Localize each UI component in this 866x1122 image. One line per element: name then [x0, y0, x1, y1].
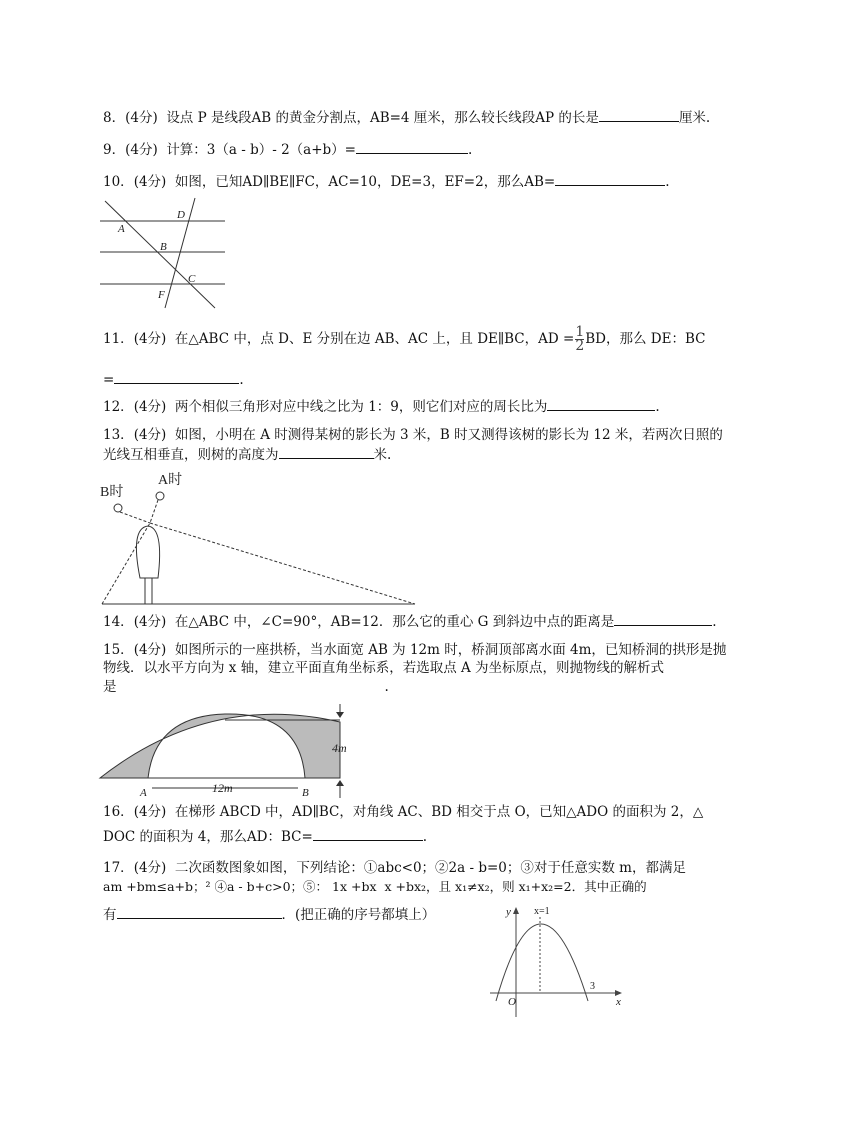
q-text-2: 光线互相垂直，则树的高度为: [103, 447, 279, 463]
question-17-line3: [103, 904, 435, 924]
q-score: (4分): [133, 860, 167, 876]
label-f: F: [158, 289, 165, 301]
q-num: 9．: [103, 142, 126, 158]
q-text: 如图所示的一座拱桥，当水面宽 AB 为 12m 时，桥洞顶部离水面 4m，已知桥洞的拱形是抛: [174, 642, 727, 658]
q-score: (4分): [133, 399, 167, 415]
q-suffix: 厘米.: [678, 110, 711, 126]
answer-blank[interactable]: [547, 396, 655, 411]
q-num: 11．: [103, 331, 134, 347]
q-num: 15．: [103, 642, 134, 658]
label-root-3: 3: [590, 981, 595, 992]
question-15-line3: [103, 678, 389, 696]
label-c: C: [188, 273, 196, 285]
q-suffix: .: [239, 372, 244, 388]
label-a: A: [140, 787, 147, 799]
question-17-line2: [103, 878, 647, 896]
fraction: [575, 326, 584, 353]
q-score: (4分): [125, 142, 158, 158]
q-text-2: BD，那么 DE：BC: [585, 331, 706, 347]
question-11: [103, 326, 705, 353]
figure-parabola-graph: [488, 905, 628, 1020]
q-suffix: .: [712, 614, 717, 630]
q-text: 二次函数图象如图，下列结论：①abc<0；②2a - b=0；③对于任意实数 m，都满足: [174, 860, 686, 876]
question-15: [103, 641, 726, 659]
question-16: [103, 803, 703, 821]
q-text: 如图，已知AD∥BE∥FC，AC=10，DE=3，EF=2，那么AB=: [174, 174, 556, 190]
label-origin: O: [508, 996, 516, 1008]
q-score: (4分): [133, 174, 167, 190]
answer-blank[interactable]: [117, 904, 282, 919]
sun-icon: [156, 492, 164, 500]
q-num: 17．: [103, 860, 134, 876]
q-text-3: 有: [103, 907, 117, 923]
figure-arch-bridge: [100, 702, 360, 802]
question-12: [103, 396, 660, 416]
q-suffix: ．(把正确的序号都填上）: [281, 907, 436, 923]
q-text-2: 物线．以水平方向为 x 轴，建立平面直角坐标系，若选取点 A 为坐标原点，则抛物线的解析式: [103, 660, 665, 676]
q-eq: =: [103, 372, 115, 388]
q-suffix: .: [384, 679, 389, 695]
q-suffix: 米.: [373, 447, 392, 463]
q-num: 10．: [103, 174, 134, 190]
question-13: [103, 426, 723, 444]
answer-blank[interactable]: [356, 139, 468, 154]
answer-blank[interactable]: [555, 171, 665, 186]
answer-blank[interactable]: [614, 611, 712, 626]
label-a-time: A时: [158, 473, 183, 488]
q-num: 12．: [103, 399, 134, 415]
sun-icon: [114, 504, 122, 512]
question-13-line2: [103, 444, 391, 464]
label-b-time: B时: [100, 485, 124, 500]
figure-parallel-lines: [100, 196, 230, 311]
q-text: 如图，小明在 A 时测得某树的影长为 3 米，B 时又测得该树的影长为 12 米，若两次日照的: [174, 427, 723, 443]
q-text-2: DOC 的面积为 4，那么AD：BC=: [103, 829, 313, 845]
q-text: 设点 P 是线段AB 的黄金分割点，AB=4 厘米，那么较长线段AP 的长是: [166, 110, 599, 126]
q-score: (4分): [125, 110, 158, 126]
answer-blank[interactable]: [279, 444, 374, 459]
label-width: 12m: [212, 781, 233, 795]
question-8: [103, 107, 710, 127]
question-16-line2: [103, 826, 427, 846]
q-text: 在△ABC 中，点 D、E 分别在边 AB、AC 上，且 DE∥BC，AD =: [174, 331, 575, 347]
question-14: [103, 611, 717, 631]
figure-tree-shadow: [100, 468, 420, 608]
label-b: B: [160, 241, 167, 253]
question-10: [103, 171, 669, 191]
q-suffix: .: [665, 174, 670, 190]
label-y: y: [506, 906, 511, 918]
q-score: (4分): [133, 427, 167, 443]
label-axis-of-symmetry: x=1: [534, 906, 550, 917]
frac-den: 2: [575, 338, 585, 354]
q-score: (4分): [133, 642, 167, 658]
label-a: A: [118, 223, 125, 235]
q-text-2c: x +bx₂，且 x₁≠x₂，则 x₁+x₂=2．其中正确的: [384, 879, 647, 894]
answer-blank[interactable]: [599, 107, 679, 122]
label-x: x: [616, 996, 621, 1008]
question-17: [103, 859, 686, 877]
q-suffix: .: [422, 829, 428, 845]
q-num: 8．: [103, 110, 126, 126]
q-num: 16．: [103, 804, 134, 820]
question-15-line2: [103, 659, 664, 677]
q-text: 在梯形 ABCD 中，AD∥BC，对角线 AC、BD 相交于点 O，已知△ADO 的面积为 2，△: [174, 804, 704, 820]
q-text-2b: 1x +bx: [332, 879, 377, 894]
q-text: 在△ABC 中，∠C=90°，AB=12．那么它的重心 G 到斜边中点的距离是: [174, 614, 615, 630]
q-score: (4分): [133, 614, 167, 630]
q-num: 13．: [103, 427, 134, 443]
frac-num: 1: [575, 324, 585, 340]
q-suffix: .: [468, 142, 473, 158]
question-9: [103, 139, 472, 159]
label-d: D: [177, 209, 185, 221]
q-text: 两个相似三角形对应中线之比为 1：9，则它们对应的周长比为: [174, 399, 548, 415]
q-text: 计算：3（a - b）- 2（a+b）=: [166, 142, 356, 158]
q-num: 14．: [103, 614, 134, 630]
q-score: (4分): [133, 331, 167, 347]
q-text-2a: am +bm≤a+b；² ④a - b+c>0；⑤：: [103, 879, 329, 894]
answer-blank[interactable]: [313, 826, 423, 841]
answer-blank[interactable]: [114, 369, 239, 384]
question-11-line2: [103, 369, 244, 389]
q-suffix: .: [655, 399, 660, 415]
label-height: 4m: [332, 741, 347, 755]
label-b: B: [302, 787, 309, 799]
q-text-3: 是: [103, 679, 117, 695]
q-score: (4分): [133, 804, 167, 820]
